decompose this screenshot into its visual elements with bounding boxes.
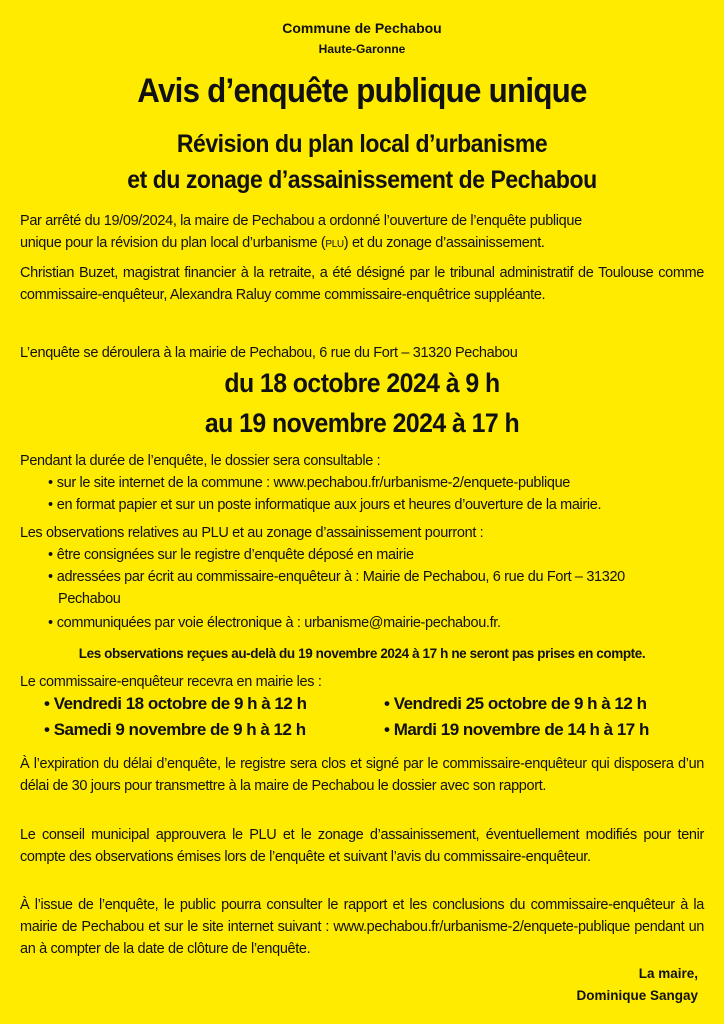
- bullet-icon: •: [48, 615, 53, 631]
- closing-paragraph-expiration: À l’expiration du délai d’enquête, le registre sera clos et signé par le commissaire-enquêteur qui disposera d’un délai de 30 jours pour transmettre à la maire de Pechabou le dossier avec son rapport.: [20, 756, 704, 794]
- deadline-warning: Les observations reçues au-delà du 19 novembre 2024 à 17 h ne seront pas prises en compte.: [78, 646, 646, 661]
- observations-item-email: [48, 612, 698, 634]
- consultation-intro: Pendant la durée de l’enquête, le dossier sera consultable :: [20, 453, 381, 469]
- observations-item-register: [48, 544, 698, 566]
- bullet-icon: •: [48, 475, 53, 491]
- consultation-item-paper: [48, 494, 698, 516]
- intro-line1: Par arrêté du 19/09/2024, la maire de Pechabou a ordonné l’ouverture de l’enquête publique: [20, 213, 582, 229]
- observations-item-continuation: Pechabou: [58, 591, 121, 607]
- observations-item-text: communiquées par voie électronique à : urbanisme@mairie-pechabou.fr.: [56, 615, 501, 631]
- consultation-item-website: [48, 472, 698, 494]
- permanence-text: Vendredi 25 octobre de 9 h à 12 h: [393, 694, 647, 713]
- bullet-icon: •: [48, 497, 53, 513]
- consultation-item-text: sur le site internet de la commune : www.pechabou.fr/urbanisme-2/enquete-publique: [56, 475, 571, 491]
- closing-paragraph-report: À l’issue de l’enquête, le public pourra consulter le rapport et les conclusions du commissaire-enquêteur à la mairie de Pechabou et sur le site internet suivant : www.pechabou.fr/urbanisme-2/enquete-publique pendant un an à compter de la date de clôture de l’enquête.: [20, 897, 704, 957]
- date-from: du 18 octobre 2024 à 9 h: [224, 368, 500, 398]
- bullet-icon: •: [44, 720, 50, 739]
- region-name: Haute-Garonne: [318, 42, 406, 56]
- consultation-item-text: en format papier et sur un poste informatique aux jours et heures d’ouverture de la mairie.: [56, 497, 602, 513]
- bullet-icon: •: [44, 694, 50, 713]
- intro-paragraph-commissioner: Christian Buzet, magistrat financier à la retraite, a été désigné par le tribunal administratif de Toulouse comme commissaire-enquêteur, Alexandra Raluy comme commissaire-enquêtrice suppléante.: [20, 265, 704, 303]
- intro-paragraph-decree: [20, 210, 704, 256]
- permanence-4: [384, 720, 649, 740]
- notice-title: Avis d’enquête publique unique: [137, 72, 587, 110]
- permanence-1: [44, 694, 306, 714]
- closing-paragraph-council: Le conseil municipal approuvera le PLU et le zonage d’assainissement, éventuellement modifiés pour tenir compte des observations émises lors de l’enquête et suivant l’avis du commissaire-enquêteur.: [20, 827, 704, 865]
- date-to: au 19 novembre 2024 à 17 h: [204, 408, 520, 438]
- observations-intro: Les observations relatives au PLU et au zonage d’assainissement pourront :: [20, 525, 484, 541]
- signature-name: Dominique Sangay: [576, 988, 698, 1003]
- permanence-text: Samedi 9 novembre de 9 h à 12 h: [53, 720, 306, 739]
- permanence-text: Vendredi 18 octobre de 9 h à 12 h: [53, 694, 307, 713]
- bullet-icon: •: [384, 720, 390, 739]
- observations-item-letter: [48, 566, 698, 610]
- bullet-icon: •: [48, 547, 53, 563]
- notice-subtitle-line2: et du zonage d’assainissement de Pechabou: [127, 166, 597, 194]
- permanence-3: [44, 720, 306, 740]
- plu-abbrev: PLU: [325, 239, 344, 250]
- commune-name: Commune de Pechabou: [282, 20, 442, 36]
- bullet-icon: •: [48, 569, 53, 585]
- signature-role: La maire,: [638, 966, 698, 981]
- bullet-icon: •: [384, 694, 390, 713]
- intro-paragraph-location: L’enquête se déroulera à la mairie de Pechabou, 6 rue du Fort – 31320 Pechabou: [20, 345, 518, 361]
- intro-line2a: unique pour la révision du plan local d’urbanisme (: [20, 235, 326, 251]
- intro-line2b: ) et du zonage d’assainissement.: [343, 235, 545, 251]
- permanence-2: [384, 694, 646, 714]
- observations-item-text: adressées par écrit au commissaire-enquêteur à : Mairie de Pechabou, 6 rue du Fort – 31320: [56, 569, 625, 585]
- notice-subtitle-line1: Révision du plan local d’urbanisme: [176, 130, 548, 158]
- observations-item-text: être consignées sur le registre d’enquête déposé en mairie: [56, 547, 414, 563]
- permanences-intro: Le commissaire-enquêteur recevra en mairie les :: [20, 674, 322, 690]
- permanence-text: Mardi 19 novembre de 14 h à 17 h: [393, 720, 649, 739]
